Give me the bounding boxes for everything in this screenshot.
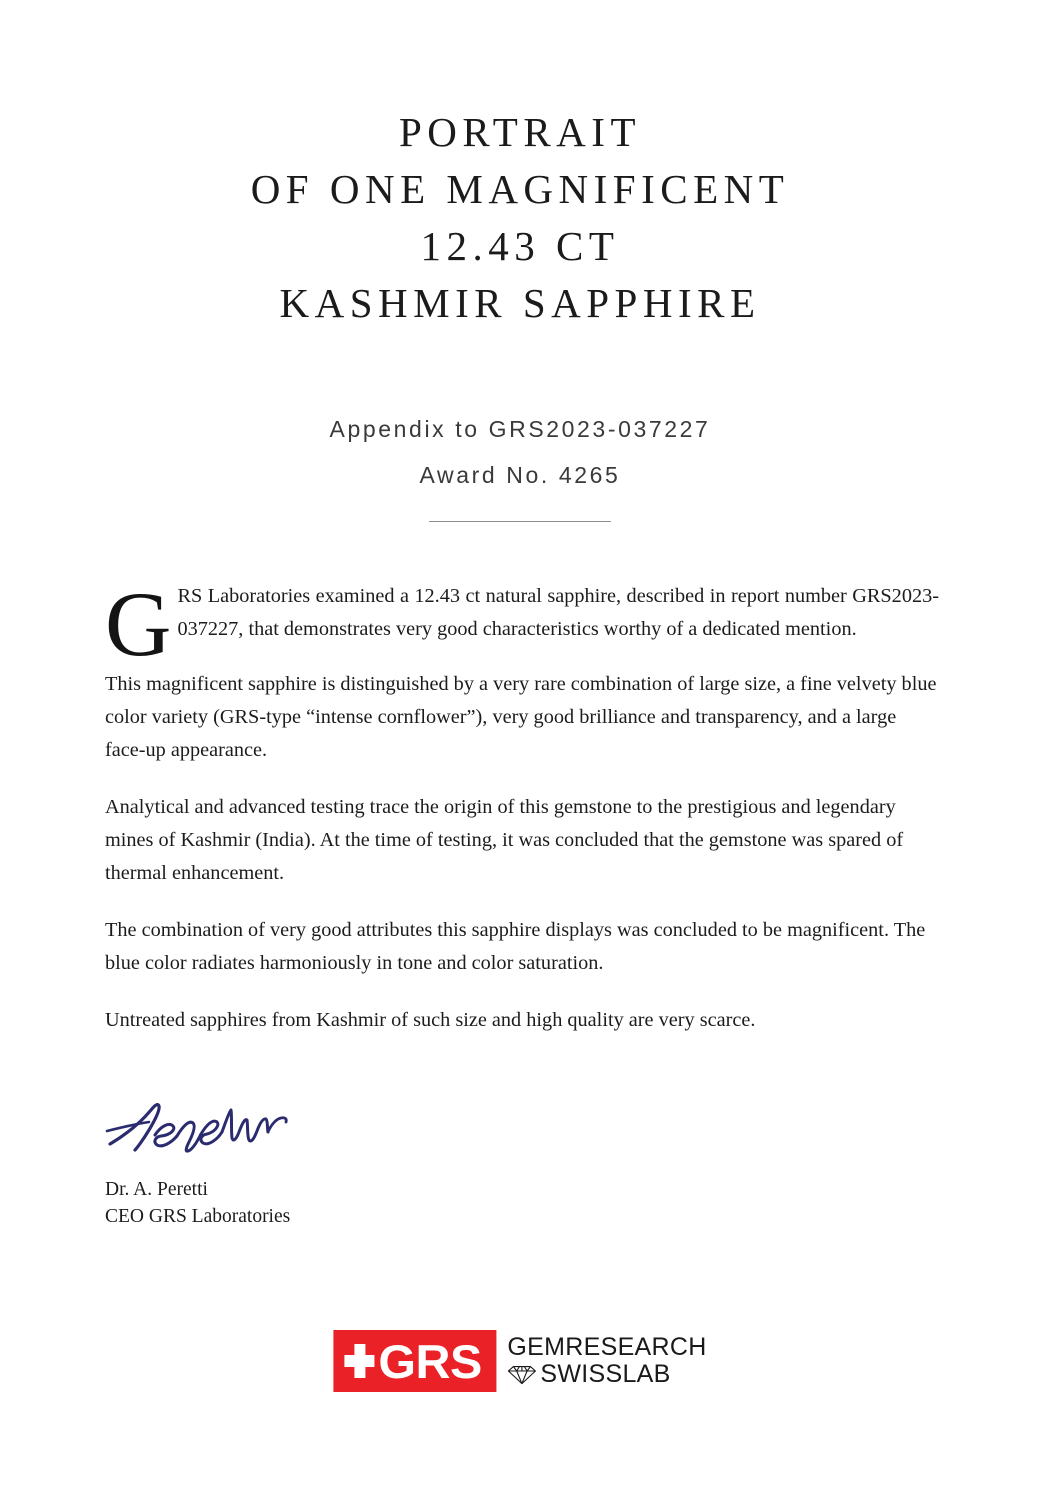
paragraph-3: Analytical and advanced testing trace the origin of this gemstone to the prestigious and legendary mines of Kashmir (India). At the time of testing, it was concluded that the gemstone was spared of thermal enhancement. — [105, 796, 904, 884]
report-reference — [0, 406, 1040, 498]
wordmark-line-gemresearch: GEMRESEARCH — [507, 1333, 707, 1361]
signer-title: CEO GRS Laboratories — [105, 1206, 291, 1227]
title-line-4: KASHMIR SAPPHIRE — [279, 280, 761, 326]
title-line-1: PORTRAIT — [399, 109, 641, 155]
title-line-3: 12.43 CT — [420, 223, 620, 269]
grs-logo-text: GRS — [378, 1334, 482, 1388]
wordmark-line-swisslab — [507, 1361, 706, 1388]
horizontal-divider — [429, 521, 611, 522]
paragraph-2: This magnificent sapphire is distinguished by a very rare combination of large size, a fine velvety blue color variety (GRS-type “intense cornflower”), very good brilliance and transparency, and a large face-up appearance. — [105, 673, 937, 761]
handwritten-signature-icon — [105, 1098, 295, 1160]
signature-block — [105, 1098, 605, 1230]
paragraph-4: The combination of very good attributes this sapphire displays was concluded to be magnificent. The blue color radiates harmoniously in tone and color saturation. — [105, 919, 926, 974]
paragraph-5: Untreated sapphires from Kashmir of such size and high quality are very scarce. — [105, 1009, 756, 1031]
title-line-2: OF ONE MAGNIFICENT — [250, 166, 790, 212]
grs-wordmark — [507, 1334, 706, 1388]
grs-logo — [333, 1330, 706, 1392]
page-title — [0, 104, 1040, 332]
award-number: Award No. 4265 — [419, 462, 621, 488]
paragraph-1-text: RS Laboratories examined a 12.43 ct natural sapphire, described in report number GRS2023-037227, that demonstrates very good characteristics worthy of a dedicated mention. — [177, 585, 939, 640]
body-text — [105, 573, 939, 1057]
drop-cap-letter: G — [105, 573, 172, 675]
diamond-icon — [507, 1365, 536, 1385]
swisslab-text: SWISSLAB — [540, 1360, 671, 1388]
grs-logo-badge — [333, 1330, 496, 1392]
swiss-cross-icon — [344, 1344, 374, 1378]
appendix-reference: Appendix to GRS2023-037227 — [329, 416, 711, 442]
signer-name: Dr. A. Peretti — [105, 1179, 208, 1200]
paragraph-1 — [105, 573, 939, 675]
